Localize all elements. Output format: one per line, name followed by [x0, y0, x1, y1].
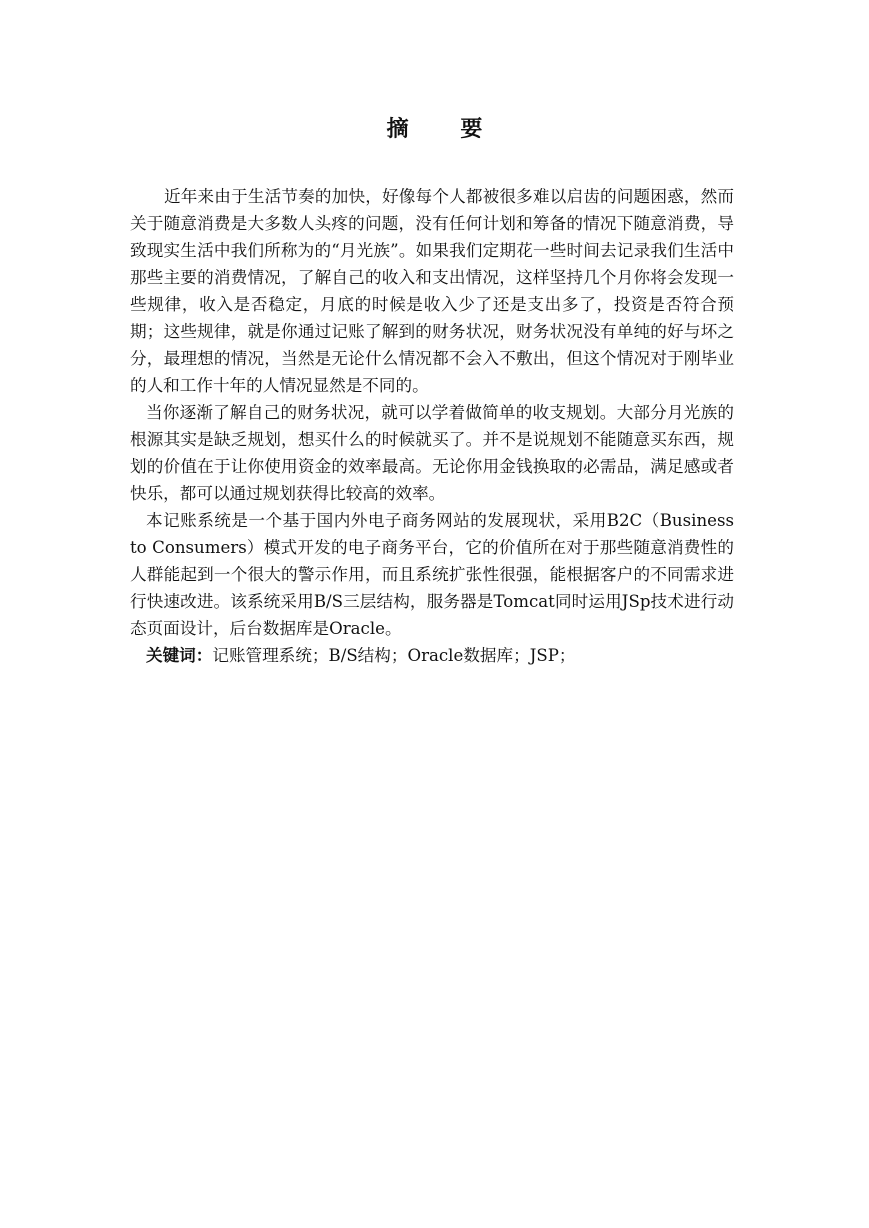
keywords-text: 记账管理系统；B/S结构；Oracle数据库；JSP； [212, 646, 576, 665]
abstract-paragraph-2: 当你逐渐了解自己的财务状况，就可以学着做简单的收支规划。大部分月光族的根源其实是缺乏规划，想买什么的时候就买了。并不是说规划不能随意买东西，规划的价值在于让你使用资金的效率最高。无论你用金钱换取的必需品，满足感或者快乐，都可以通过规划获得比较高的效率。 [130, 403, 734, 503]
abstract-paragraph-3: 本记账系统是一个基于国内外电子商务网站的发展现状，采用B2C（Business to Consumers）模式开发的电子商务平台，它的价值所在对于那些随意消费性的人群能起到一个很大的警示作用，而且系统扩张性很强，能根据客户的不同需求进行快速改进。该系统采用B/S三层结构，服务器是Tomcat同时运用JSp技术进行动态页面设计，后台数据库是Oracle。 [130, 511, 734, 638]
abstract-body [130, 183, 734, 669]
abstract-title: 摘 要 [386, 117, 505, 142]
keywords-line [130, 642, 734, 669]
keywords-label: 关键词： [146, 646, 213, 665]
abstract-paragraph-1: 近年来由于生活节奏的加快，好像每个人都被很多难以启齿的问题困惑，然而关于随意消费是大多数人头疼的问题，没有任何计划和筹备的情况下随意消费，导致现实生活中我们所称为的“月光族”。如果我们定期花一些时间去记录我们生活中那些主要的消费情况，了解自己的收入和支出情况，这样坚持几个月你将会发现一些规律，收入是否稳定，月底的时候是收入少了还是支出多了，投资是否符合预期；这些规律，就是你通过记账了解到的财务状况，财务状况没有单纯的好与坏之分，最理想的情况，当然是无论什么情况都不会入不敷出，但这个情况对于刚毕业的人和工作十年的人情况显然是不同的。 [130, 187, 734, 395]
